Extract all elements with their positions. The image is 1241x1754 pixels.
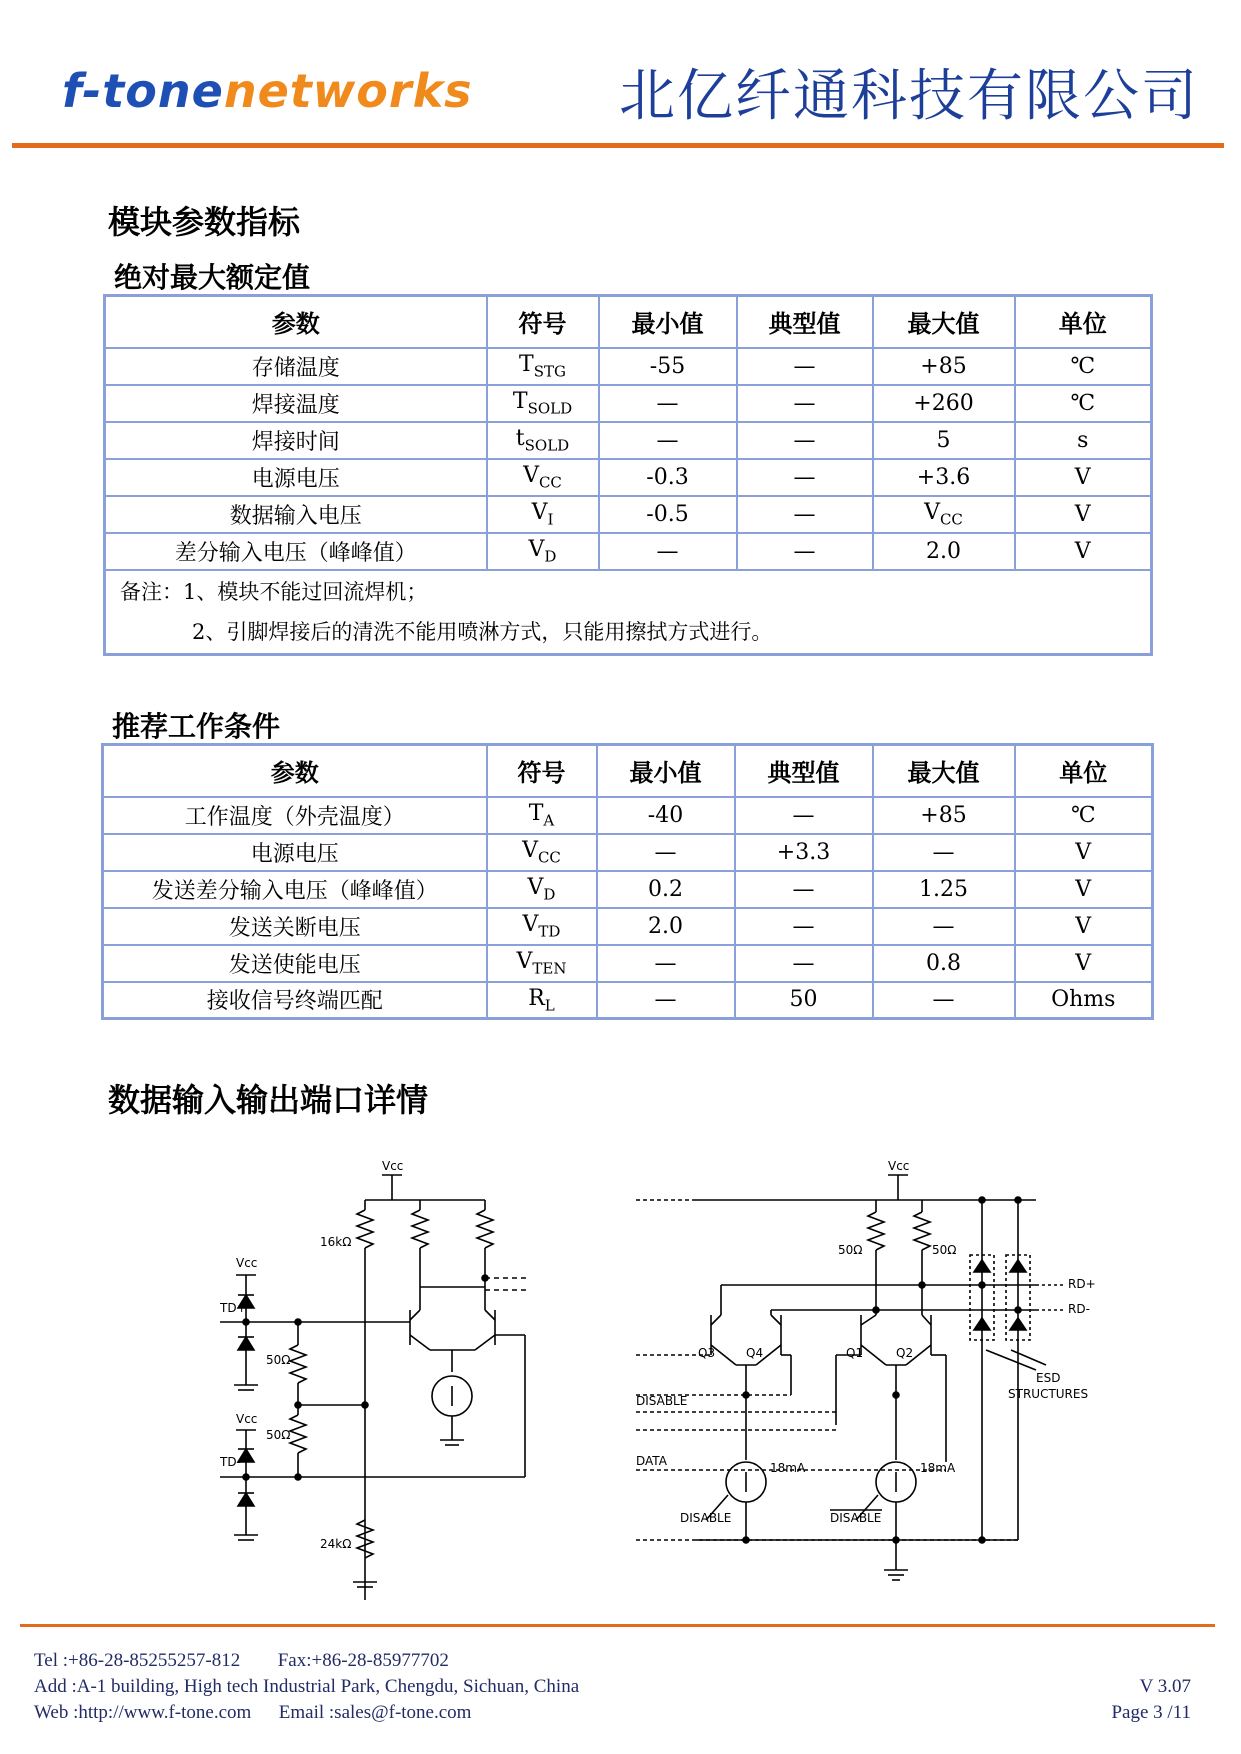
max-cell-text: +85 (920, 353, 967, 379)
typ-cell-text: — (793, 538, 816, 564)
symbol-subscript: STG (533, 362, 566, 381)
unit-cell (1015, 459, 1152, 496)
table-row (105, 422, 1152, 459)
typ-cell-text: — (792, 802, 815, 828)
max-cell-text: — (932, 987, 955, 1013)
min-cell (599, 385, 737, 422)
param-cell-text: 差分输入电压（峰峰值） (174, 540, 417, 566)
unit-cell (1015, 496, 1152, 533)
max-cell-text: 2.0 (926, 538, 961, 564)
data-label: DATA (636, 1454, 667, 1468)
min-cell-text: 2.0 (648, 913, 683, 939)
disable-b1-label: DISABLE (680, 1511, 732, 1525)
symbol-cell (487, 422, 599, 459)
symbol-cell-text: V (522, 837, 538, 863)
min-cell (599, 533, 737, 570)
footer-fax: Fax:+86-28-85977702 (277, 1650, 449, 1671)
table-row (105, 385, 1152, 422)
symbol-subscript: I (547, 510, 554, 529)
unit-cell-text: Ohms (1051, 987, 1116, 1013)
symbol-cell (487, 871, 597, 908)
table-header-row (105, 296, 1152, 348)
min-cell (599, 496, 737, 533)
param-cell (103, 945, 487, 982)
max-cell (873, 459, 1015, 496)
disable-label: DISABLE (636, 1394, 688, 1408)
max-cell (873, 945, 1015, 982)
tx-input-circuit (220, 1150, 550, 1600)
typ-cell (737, 496, 873, 533)
header-divider (12, 143, 1224, 148)
col-header: 最大值 (873, 296, 1015, 348)
symbol-cell (487, 797, 597, 834)
col-header: 参数 (103, 745, 487, 797)
vcc-a-label: Vcc (236, 1256, 258, 1270)
symbol-subscript: L (544, 995, 555, 1014)
unit-cell (1015, 945, 1153, 982)
table-row (105, 533, 1152, 570)
r50-1-label: 50Ω (266, 1353, 291, 1367)
max-cell (873, 982, 1015, 1019)
unit-cell-text: V (1074, 464, 1091, 490)
table-row (105, 496, 1152, 533)
min-cell (599, 422, 737, 459)
min-cell (599, 348, 737, 385)
min-cell-text: 0.2 (648, 876, 683, 902)
param-cell (103, 834, 487, 871)
page-number: Page 3 /11 (1111, 1702, 1191, 1723)
typ-cell-text: +3.3 (776, 839, 831, 865)
param-cell-text: 发送差分输入电压（峰峰值） (151, 878, 438, 904)
symbol-subscript: D (544, 547, 557, 566)
min-cell-text: -0.5 (646, 501, 689, 527)
symbol-cell (487, 945, 597, 982)
q2-label: Q2 (896, 1346, 914, 1360)
min-cell (597, 797, 735, 834)
max-cell-text: 0.8 (926, 950, 961, 976)
min-cell (599, 459, 737, 496)
col-header: 最小值 (599, 296, 737, 348)
logo-text-1: f-tone (62, 64, 224, 118)
table-row (103, 871, 1153, 908)
unit-cell (1015, 422, 1152, 459)
symbol-subscript: A (543, 811, 555, 830)
unit-cell (1015, 982, 1153, 1019)
unit-cell-text: V (1074, 538, 1091, 564)
symbol-cell (487, 834, 597, 871)
max-cell (873, 533, 1015, 570)
note-2: 2、引脚焊接后的清洗不能用喷淋方式，只能用擦拭方式进行。 (192, 619, 773, 644)
symbol-cell (487, 496, 599, 533)
typ-cell-text: — (793, 353, 816, 379)
symbol-subscript: CC (537, 848, 561, 867)
param-cell-text: 电源电压 (250, 841, 339, 867)
symbol-cell (487, 533, 599, 570)
typ-cell (735, 797, 873, 834)
max-cell (873, 797, 1015, 834)
symbol-cell (487, 908, 597, 945)
table-header-row (103, 745, 1153, 797)
min-cell (597, 871, 735, 908)
max-cell (873, 422, 1015, 459)
rec-title: 推荐工作条件 (112, 710, 281, 743)
param-cell-text: 焊接温度 (251, 392, 340, 418)
symbol-subscript: CC (538, 473, 562, 492)
footer-address: Add :A-1 building, High tech Industrial Park, Chengdu, Sichuan, China (34, 1676, 580, 1697)
typ-cell (737, 459, 873, 496)
esd-label-2: STRUCTURES (1008, 1387, 1089, 1401)
max-subscript: CC (939, 510, 963, 529)
param-cell (105, 459, 487, 496)
version: V 3.07 (1139, 1676, 1191, 1697)
param-cell-text: 接收信号终端匹配 (206, 989, 383, 1015)
min-cell-text: — (656, 390, 679, 416)
esd-label-1: ESD (1036, 1371, 1061, 1385)
typ-cell (737, 422, 873, 459)
symbol-cell-text: V (527, 874, 544, 900)
symbol-subscript: SOLD (527, 399, 573, 418)
max-cell (873, 871, 1015, 908)
vcc-label: Vcc (888, 1159, 910, 1173)
unit-cell-text: V (1075, 876, 1092, 902)
typ-cell-text: — (792, 950, 815, 976)
abs-max-title: 绝对最大额定值 (114, 261, 311, 294)
param-cell (105, 533, 487, 570)
q4-label: Q4 (746, 1346, 764, 1360)
footer-web[interactable]: Web :http://www.f-tone.com (34, 1702, 252, 1723)
symbol-subscript: SOLD (524, 436, 570, 455)
col-header: 最大值 (873, 745, 1015, 797)
unit-cell (1015, 348, 1152, 385)
max-cell-text: 5 (936, 427, 951, 453)
footer-tel: Tel :+86-28-85255257-812 (34, 1650, 241, 1671)
table-row (103, 797, 1153, 834)
col-header: 最小值 (597, 745, 735, 797)
unit-cell (1015, 385, 1152, 422)
symbol-cell-text: t (515, 425, 525, 451)
footer-tel-line (34, 1650, 449, 1672)
max-cell (873, 834, 1015, 871)
unit-cell-text: V (1075, 950, 1092, 976)
typ-cell-text: — (792, 876, 815, 902)
typ-cell (735, 945, 873, 982)
table-row (103, 945, 1153, 982)
abs-max-table (103, 294, 1153, 656)
max-cell-text: V (924, 499, 940, 525)
note-1: 备注：1、模块不能过回流焊机； (120, 579, 428, 604)
param-cell-text: 工作温度（外壳温度） (184, 804, 405, 830)
min-cell (597, 834, 735, 871)
r50-b-label: 50Ω (932, 1243, 957, 1257)
symbol-cell-text: V (531, 499, 548, 525)
typ-cell-text: — (793, 427, 816, 453)
footer-divider (20, 1624, 1215, 1627)
r50-a-label: 50Ω (838, 1243, 863, 1257)
rd-minus-label: RD- (1068, 1302, 1090, 1316)
q1-label: Q1 (846, 1346, 864, 1360)
symbol-cell-text: R (528, 985, 545, 1011)
typ-cell (737, 385, 873, 422)
typ-cell (735, 834, 873, 871)
max-cell-text: 1.25 (919, 876, 968, 902)
param-cell (105, 348, 487, 385)
td-plus-label: TD+ (220, 1301, 247, 1315)
max-cell-text: — (932, 839, 955, 865)
param-cell (105, 422, 487, 459)
typ-cell-text: — (792, 913, 815, 939)
unit-cell (1015, 871, 1153, 908)
max-cell-text: +260 (913, 390, 974, 416)
symbol-subscript: TD (538, 922, 561, 941)
unit-cell-text: V (1075, 839, 1092, 865)
rx-output-circuit (636, 1150, 1136, 1600)
symbol-cell-text: V (522, 911, 539, 937)
unit-cell-text: ℃ (1070, 390, 1096, 416)
min-cell-text: — (654, 987, 677, 1013)
min-cell (597, 908, 735, 945)
max-cell (873, 496, 1015, 533)
min-cell-text: — (654, 839, 677, 865)
typ-cell (735, 908, 873, 945)
param-cell-text: 电源电压 (251, 466, 340, 492)
vcc-b-label: Vcc (236, 1412, 258, 1426)
typ-cell-text: — (793, 390, 816, 416)
unit-cell-text: V (1075, 913, 1092, 939)
symbol-cell (487, 982, 597, 1019)
col-header: 单位 (1015, 296, 1152, 348)
unit-cell (1015, 908, 1153, 945)
param-cell (103, 797, 487, 834)
section-title-params: 模块参数指标 (108, 203, 301, 241)
unit-cell (1015, 797, 1153, 834)
col-header: 典型值 (737, 296, 873, 348)
param-cell-text: 焊接时间 (251, 429, 340, 455)
r16k-label: 16kΩ (320, 1235, 352, 1249)
symbol-cell-text: V (516, 948, 533, 974)
i2-label: 18mA (920, 1461, 956, 1475)
param-cell (103, 871, 487, 908)
param-cell-text: 存储温度 (251, 355, 340, 381)
param-cell-text: 发送关断电压 (228, 915, 361, 941)
col-header: 符号 (487, 745, 597, 797)
table-row (103, 834, 1153, 871)
unit-cell-text: ℃ (1070, 353, 1096, 379)
min-cell-text: -0.3 (646, 464, 689, 490)
param-cell (103, 908, 487, 945)
symbol-cell (487, 348, 599, 385)
symbol-cell (487, 459, 599, 496)
min-cell-text: — (656, 427, 679, 453)
max-cell (873, 385, 1015, 422)
rd-plus-label: RD+ (1068, 1277, 1096, 1291)
symbol-cell-text: V (528, 536, 545, 562)
unit-cell-text: V (1074, 501, 1091, 527)
typ-cell (735, 871, 873, 908)
param-cell (105, 496, 487, 533)
col-header: 典型值 (735, 745, 873, 797)
col-header: 单位 (1015, 745, 1153, 797)
note-row (105, 570, 1152, 655)
max-cell-text: +85 (920, 802, 967, 828)
table-row (103, 982, 1153, 1019)
min-cell-text: — (656, 538, 679, 564)
unit-cell (1015, 533, 1152, 570)
unit-cell (1015, 834, 1153, 871)
max-cell-text: +3.6 (916, 464, 971, 490)
param-cell-text: 数据输入电压 (229, 503, 362, 529)
symbol-cell-text: T (512, 388, 528, 414)
typ-cell (737, 348, 873, 385)
max-cell (873, 348, 1015, 385)
min-cell-text: -40 (647, 802, 684, 828)
unit-cell-text: ℃ (1070, 802, 1096, 828)
section-title-io: 数据输入输出端口详情 (108, 1081, 429, 1119)
r50-2-label: 50Ω (266, 1428, 291, 1442)
symbol-cell-text: T (519, 351, 534, 377)
symbol-subscript: TEN (532, 959, 567, 978)
typ-cell (735, 982, 873, 1019)
min-cell-text: — (654, 950, 677, 976)
param-cell (103, 982, 487, 1019)
table-row (105, 348, 1152, 385)
table-row (105, 459, 1152, 496)
table-row (103, 908, 1153, 945)
symbol-cell (487, 385, 599, 422)
symbol-cell-text: V (523, 462, 539, 488)
vcc-top-label: Vcc (382, 1159, 404, 1173)
footer-web-line (34, 1702, 471, 1724)
max-cell (873, 908, 1015, 945)
param-cell (105, 385, 487, 422)
rec-table (101, 743, 1154, 1020)
param-cell-text: 发送使能电压 (228, 952, 361, 978)
min-cell (597, 982, 735, 1019)
logo-text-2: networks (223, 64, 473, 118)
typ-cell-text: — (793, 464, 816, 490)
q3-label: Q3 (698, 1346, 716, 1360)
unit-cell-text: s (1077, 427, 1089, 453)
i1-label: 18mA (770, 1461, 806, 1475)
symbol-subscript: D (543, 885, 556, 904)
max-cell-text: — (932, 913, 955, 939)
disable-b2-label: DISABLE (830, 1511, 882, 1525)
typ-cell-text: — (793, 501, 816, 527)
col-header: 参数 (105, 296, 487, 348)
company-name: 北亿纤通科技有限公司 (619, 64, 1199, 129)
typ-cell-text: 50 (789, 987, 818, 1013)
r24k-label: 24kΩ (320, 1537, 352, 1551)
min-cell (597, 945, 735, 982)
col-header: 符号 (487, 296, 599, 348)
logo (62, 64, 473, 118)
min-cell-text: -55 (649, 353, 686, 379)
symbol-cell-text: T (528, 800, 544, 826)
footer-email[interactable]: Email :sales@f-tone.com (278, 1702, 472, 1723)
typ-cell (737, 533, 873, 570)
td-minus-label: TD- (220, 1455, 241, 1469)
